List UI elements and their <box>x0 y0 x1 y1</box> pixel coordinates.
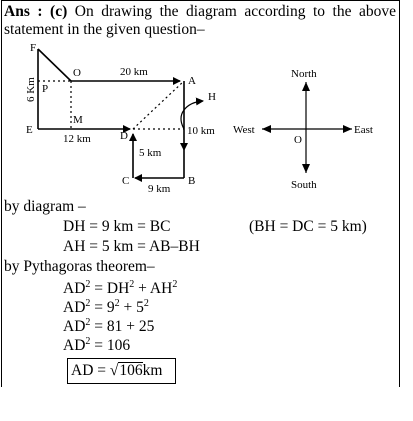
equation-2: $AD^2 = 9^2 + 5^2$ <box>63 297 149 316</box>
label-c: C <box>122 175 130 187</box>
label-h: H <box>208 91 216 103</box>
compass-east-label: East <box>354 124 373 136</box>
label-o: O <box>73 67 81 79</box>
length-dc: 5 km <box>139 147 162 159</box>
solution-line-note: (BH = DC = 5 km) <box>249 218 367 235</box>
length-ab: 10 km <box>187 125 215 137</box>
label-a: A <box>188 75 196 87</box>
compass-west-arrow <box>262 125 271 133</box>
label-f: F <box>30 42 37 54</box>
compass-south-label: South <box>291 179 317 191</box>
answer-text: On drawing the diagram according to the above statement in the given question– <box>4 3 397 38</box>
compass-north-label: North <box>291 68 317 80</box>
solution-line-by-diagram: by diagram – <box>4 198 86 215</box>
solution-line-dh: DH = 9 km = BC <box>63 218 171 235</box>
compass-east-arrow <box>343 125 352 133</box>
label-d: D <box>120 130 128 142</box>
equation-3: $AD^2 = 81 + 25$ <box>63 316 155 335</box>
compass-west-label: West <box>233 124 255 136</box>
length-cb: 9 km <box>148 183 171 195</box>
label-p: P <box>42 83 49 95</box>
dotted-da <box>133 81 184 129</box>
answer-label: Ans : (c) <box>4 3 68 20</box>
equation-1: $AD^2 = DH^2 + AH^2$ <box>63 278 178 297</box>
label-b: B <box>188 175 196 187</box>
compass-south-arrow <box>302 164 310 173</box>
segment-fo <box>38 49 71 81</box>
solution-line-pythagoras: by Pythagoras theorem– <box>4 258 155 275</box>
compass-center-label: O <box>294 134 302 146</box>
final-answer: AD = √106km <box>71 362 163 379</box>
solution-line-ah: AH = 5 km = AB–BH <box>63 238 200 255</box>
label-m: M <box>73 114 83 126</box>
direction-diagram <box>0 0 413 200</box>
compass-north-arrow <box>302 82 310 91</box>
label-e: E <box>26 124 33 136</box>
length-fe: 6 Km <box>25 77 37 102</box>
length-oa: 20 km <box>120 66 148 78</box>
equation-4: $AD^2 = 106$ <box>63 335 131 354</box>
length-ed: 12 km <box>63 133 91 145</box>
